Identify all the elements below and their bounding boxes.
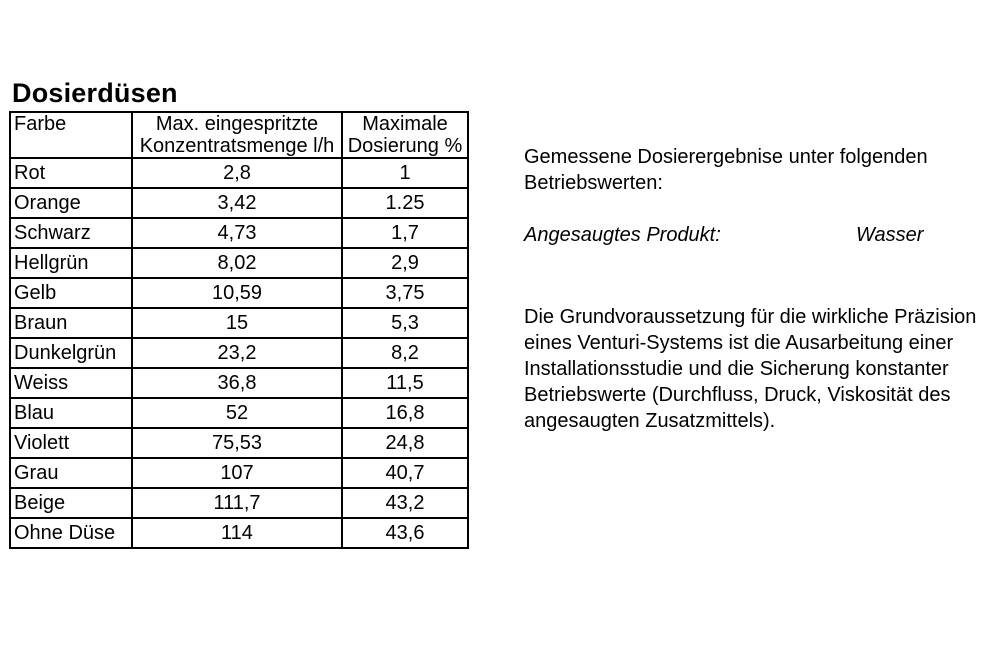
cell-farbe: Grau bbox=[10, 458, 132, 488]
cell-farbe: Hellgrün bbox=[10, 248, 132, 278]
header-dosierung-text: Maximale Dosierung % bbox=[347, 113, 463, 157]
cell-dosierung: 16,8 bbox=[342, 398, 468, 428]
cell-menge: 114 bbox=[132, 518, 342, 548]
table-row bbox=[10, 368, 468, 398]
cell-farbe: Schwarz bbox=[10, 218, 132, 248]
product-line bbox=[524, 222, 994, 248]
table-body bbox=[10, 158, 468, 548]
cell-menge: 107 bbox=[132, 458, 342, 488]
table-row bbox=[10, 488, 468, 518]
cell-farbe: Gelb bbox=[10, 278, 132, 308]
table-row bbox=[10, 278, 468, 308]
cell-menge: 36,8 bbox=[132, 368, 342, 398]
cell-dosierung: 3,75 bbox=[342, 278, 468, 308]
product-value: Wasser bbox=[856, 224, 924, 246]
cell-menge: 10,59 bbox=[132, 278, 342, 308]
cell-menge: 3,42 bbox=[132, 188, 342, 218]
cell-farbe: Violett bbox=[10, 428, 132, 458]
dosing-nozzle-table bbox=[9, 111, 469, 549]
cell-menge: 2,8 bbox=[132, 158, 342, 188]
cell-farbe: Beige bbox=[10, 488, 132, 518]
cell-menge: 111,7 bbox=[132, 488, 342, 518]
table-row bbox=[10, 428, 468, 458]
cell-dosierung: 43,2 bbox=[342, 488, 468, 518]
cell-farbe: Orange bbox=[10, 188, 132, 218]
header-dosierung bbox=[342, 112, 468, 158]
cell-farbe: Blau bbox=[10, 398, 132, 428]
table-row bbox=[10, 188, 468, 218]
cell-dosierung: 40,7 bbox=[342, 458, 468, 488]
intro-text: Gemessene Dosierergebnise unter folgenden Betriebswerten: bbox=[524, 146, 928, 194]
cell-dosierung: 1,7 bbox=[342, 218, 468, 248]
cell-menge: 52 bbox=[132, 398, 342, 428]
cell-menge: 8,02 bbox=[132, 248, 342, 278]
cell-dosierung: 5,3 bbox=[342, 308, 468, 338]
cell-dosierung: 8,2 bbox=[342, 338, 468, 368]
table-row bbox=[10, 248, 468, 278]
cell-menge: 15 bbox=[132, 308, 342, 338]
cell-dosierung: 43,6 bbox=[342, 518, 468, 548]
header-farbe: Farbe bbox=[10, 112, 132, 158]
table-row bbox=[10, 398, 468, 428]
cell-menge: 75,53 bbox=[132, 428, 342, 458]
header-konzentratsmenge-text: Max. eingespritzte Konzentratsmenge l/h bbox=[139, 113, 335, 157]
table-row bbox=[10, 218, 468, 248]
description-text: Die Grundvoraussetzung für die wirkliche Präzision eines Venturi-Systems ist die Ausarbeitung einer Installationsstudie und die Sicherung konstanter Betriebswerte (Durchfluss, Druck, Viskosität des angesaugten Zusatzmittels). bbox=[524, 306, 977, 432]
cell-dosierung: 1.25 bbox=[342, 188, 468, 218]
cell-farbe: Ohne Düse bbox=[10, 518, 132, 548]
cell-dosierung: 2,9 bbox=[342, 248, 468, 278]
table-row bbox=[10, 158, 468, 188]
cell-farbe: Rot bbox=[10, 158, 132, 188]
table-row bbox=[10, 338, 468, 368]
product-label: Angesaugtes Produkt: bbox=[524, 224, 721, 246]
table-row bbox=[10, 458, 468, 488]
table-row bbox=[10, 308, 468, 338]
cell-dosierung: 1 bbox=[342, 158, 468, 188]
cell-farbe: Braun bbox=[10, 308, 132, 338]
cell-menge: 4,73 bbox=[132, 218, 342, 248]
table-header-row bbox=[10, 112, 468, 158]
cell-menge: 23,2 bbox=[132, 338, 342, 368]
cell-dosierung: 24,8 bbox=[342, 428, 468, 458]
cell-farbe: Weiss bbox=[10, 368, 132, 398]
table-row bbox=[10, 518, 468, 548]
page-title: Dosierdüsen bbox=[12, 78, 178, 108]
cell-farbe: Dunkelgrün bbox=[10, 338, 132, 368]
header-konzentratsmenge bbox=[132, 112, 342, 158]
cell-dosierung: 11,5 bbox=[342, 368, 468, 398]
